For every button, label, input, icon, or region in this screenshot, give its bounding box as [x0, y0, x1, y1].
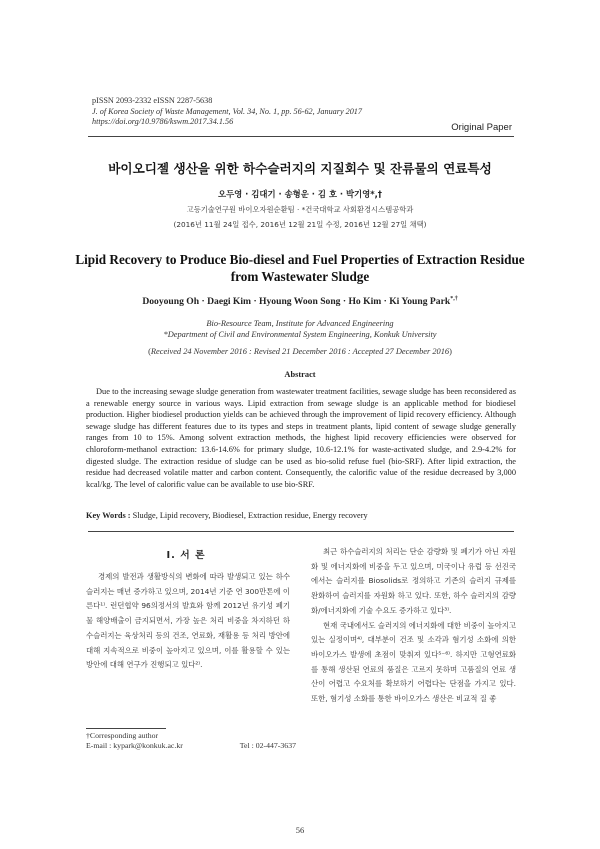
english-affiliations: [60, 318, 540, 340]
body-column-right: [311, 545, 516, 707]
section-heading: I. 서 론: [166, 550, 206, 561]
body-column-left: [86, 570, 290, 673]
keywords-text: Sludge, Lipid recovery, Biodiesel, Extraction residue, Energy recovery: [132, 511, 368, 520]
english-author-names: Dooyoung Oh · Daegi Kim · Hyoung Woon Song · Ho Kim · Ki Young Park: [142, 296, 451, 308]
korean-dates: (2016년 11월 24일 접수, 2016년 12월 21일 수정, 2016년 12월 27일 채택): [173, 220, 427, 229]
affiliation-1: Bio-Resource Team, Institute for Advanced Engineering: [206, 319, 394, 328]
author-email[interactable]: E-mail : kypark@konkuk.ac.kr: [86, 741, 183, 750]
korean-authors: 오두영 · 김대기 · 송형운 · 김 호 · 박기영*,†: [218, 189, 382, 199]
abstract-heading: Abstract: [284, 370, 316, 379]
journal-header: [92, 96, 362, 128]
page-number: 56: [295, 825, 305, 835]
corresponding-author: †Corresponding author: [86, 731, 159, 740]
korean-affiliation: 고등기술연구원 바이오자원순환팀 · *건국대학교 사회환경시스템공학과: [186, 205, 414, 214]
header-rule: [88, 136, 514, 137]
paragraph: 경제의 발전과 생활방식의 변화에 따라 발생되고 있는 하수 슬러지는 매년 증가하고 있으며, 2014년 기준 연 300만톤에 이른다¹⁾. 런던협약 96의정서의 발효와 함께 2012년 유기성 폐기물 해양배출이 금지되면서, 가장 높은 처리 비중을 차지하던 하수슬러지는 육상처리 등의 건조, 연료화, 재활용 등 처리 방안에 대해 지속적으로 비중이 높아지고 있으며, 이를 활용할 수 있는 방안에 대해 연구가 진행되고 있다²⁾.: [86, 572, 290, 670]
dates-open: (: [148, 347, 151, 356]
english-title: Lipid Recovery to Produce Bio-diesel and Fuel Properties of Extraction Residue from Wastewater Sludge: [75, 252, 525, 284]
author-marks: *,†: [450, 296, 458, 302]
english-dates: [60, 347, 540, 356]
affiliation-2: *Department of Civil and Environmental System Engineering, Konkuk University: [163, 330, 437, 339]
doi-link[interactable]: https://doi.org/10.9786/kswm.2017.34.1.56: [92, 117, 234, 126]
keywords: [86, 511, 516, 520]
footnote: [86, 731, 296, 751]
korean-title: 바이오디젤 생산을 위한 하수슬러지의 지질회수 및 잔류물의 연료특성: [108, 161, 492, 176]
english-authors: [60, 296, 540, 307]
paragraph: 최근 하수슬러지의 처리는 단순 감량화 및 폐기가 아닌 자원화 및 에너지화에 비중을 두고 있으며, 미국이나 유럽 등 선진국에서는 슬러지를 Biosolids로 정의하고 기존의 슬러지 규제를 완화하여 슬러지를 자원화 하고 있다. 또한, 하수 슬러지의 감량화/에너지화에 기술 수요도 증가하고 있다³⁾.: [311, 547, 516, 615]
issn-line: pISSN 2093-2332 eISSN 2287-5638: [92, 96, 213, 105]
footnote-rule: [86, 728, 166, 729]
dates-body: Received 24 November 2016 : Revised 21 December 2016 : Accepted 27 December 2016: [150, 347, 450, 356]
article-type-label: Original Paper: [451, 122, 512, 133]
journal-citation: J. of Korea Society of Waste Management, Vol. 34, No. 1, pp. 56-62, January 2017: [92, 106, 362, 116]
abstract-rule: [88, 531, 514, 532]
dates-close: ): [449, 347, 452, 356]
paragraph: 현재 국내에서도 슬러지의 에너지화에 대한 비중이 높아지고 있는 실정이며⁴⁾, 대부분이 건조 및 소각과 혐기성 소화에 의한 바이오가스 발생에 초점이 맞춰져 있다⁵⁻⁶⁾. 하지만 고형연료화를 통해 생산된 연료의 품질은 고르지 못하며 고품질의 연료 생산이 어렵고 수요처를 확보하기 어렵다는 단점을 가지고 있다. 또한, 혐기성 소화를 통한 바이오가스 생산은 비교적 질 좋: [311, 620, 516, 704]
author-phone: Tel : 02-447-3637: [239, 741, 296, 750]
abstract-text: Due to the increasing sewage sludge generation from wastewater treatment facilities, sewage sludge has been reconsidered as a renewable energy source in various ways. Lipid extraction from sewage sludge is an applicable method for biodiesel production. Higher biodiesel production yields can be achieved through the improvement of lipid recovery efficiency. Although sewage sludge has different features due to its types and steps in treatment plants, lipid content of sewage sludge generally ranges from 10 to 15%. Among solvent extraction methods, the highest lipid recovery efficiencies were observed for chloroform-methanol extraction: 13.6-14.6% for primary sludge, 10.6-12.1% for waste-activated sludge, and 2.9-4.2% for digested sludge. The extraction residue of sludge can be used as bio-solid refuse fuel (bio-SRF). After lipid extraction, the residue had decreased volatile matter and carbon content. Consequently, the calorific value of the residue decreased by 3,000 kcal/kg. The level of calorific value can be available to use bio-SRF.: [86, 387, 516, 489]
keywords-label: Key Words :: [86, 511, 131, 520]
